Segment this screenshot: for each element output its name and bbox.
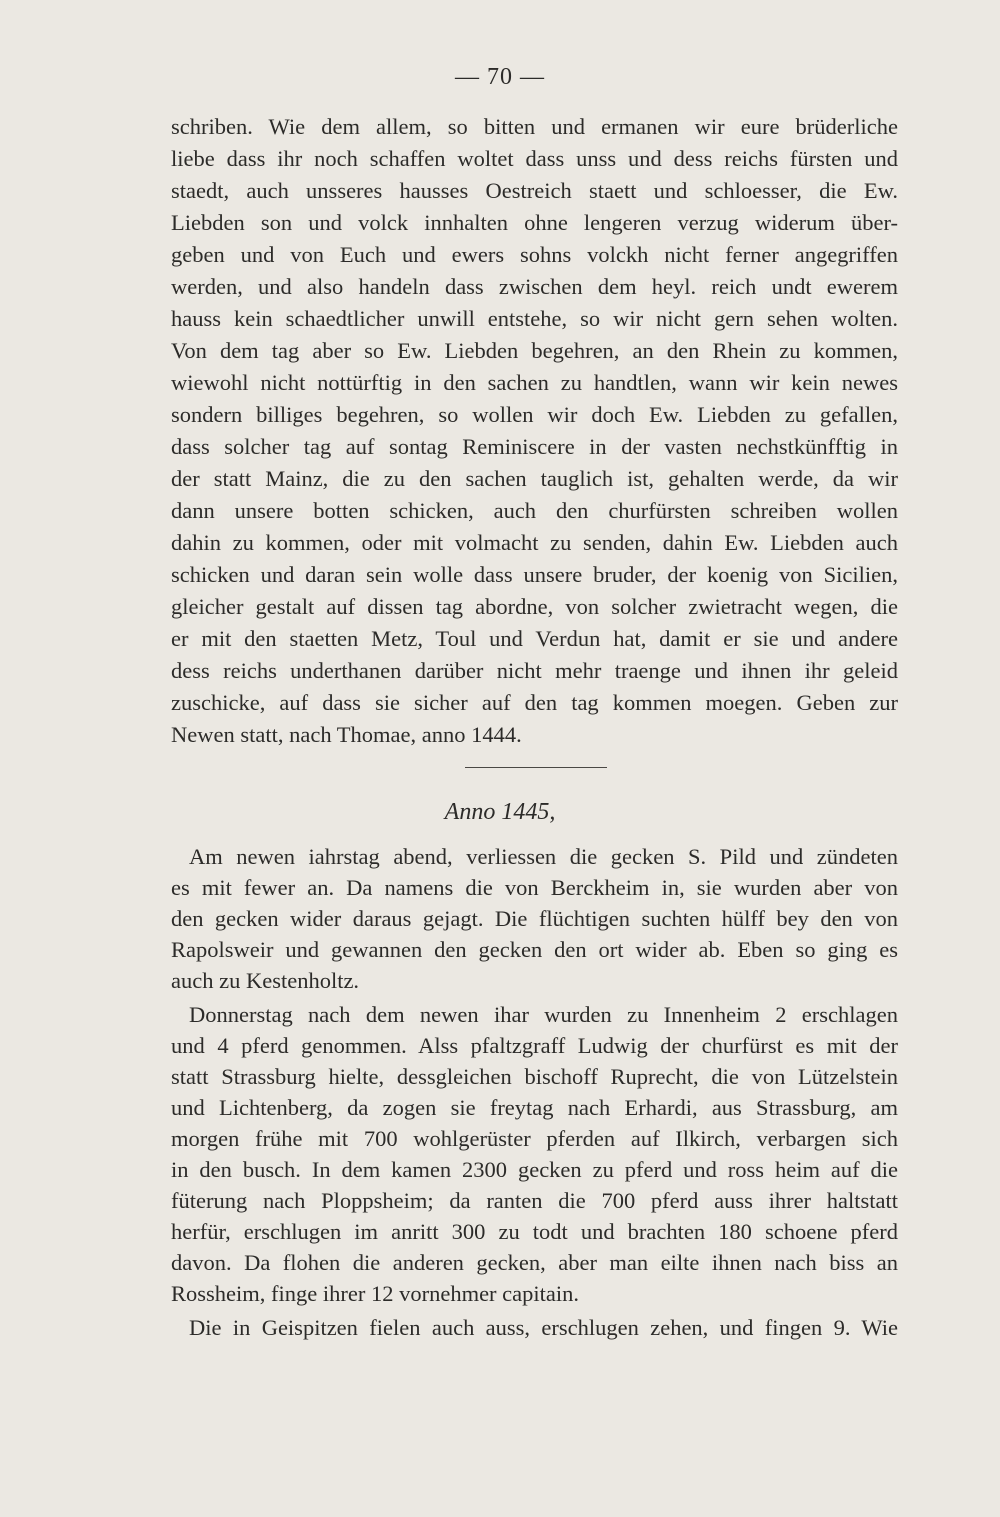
text-line: schriben. Wie dem allem, so bitten und ermanen wir eure brüderliche xyxy=(171,114,898,139)
text-line: morgen frühe mit 700 wohlgerüster pferden auf Ilkirch, verbargen sich xyxy=(171,1126,898,1151)
text-line: Die in Geispitzen fielen auch auss, erschlugen zehen, und fingen 9. Wie xyxy=(189,1315,898,1340)
text-line: Newen statt, nach Thomae, anno 1444. xyxy=(171,722,522,747)
text-line: werden, und also handeln dass zwischen dem heyl. reich undt ewerem xyxy=(171,274,898,299)
page-number: — 70 — xyxy=(455,64,545,90)
text-line: davon. Da flohen die anderen gecken, aber man eilte ihnen nach biss an xyxy=(171,1250,898,1275)
text-line: füterung nach Ploppsheim; da ranten die 700 pferd auss ihrer haltstatt xyxy=(171,1188,898,1213)
text-line: sondern billiges begehren, so wollen wir doch Ew. Liebden zu gefallen, xyxy=(171,402,898,427)
text-line: dahin zu kommen, oder mit volmacht zu senden, dahin Ew. Liebden auch xyxy=(171,530,898,555)
text-line: und Lichtenberg, da zogen sie freytag nach Erhardi, aus Strassburg, am xyxy=(171,1095,898,1120)
text-line: auch zu Kestenholtz. xyxy=(171,968,360,993)
text-line: den gecken wider daraus gejagt. Die flüchtigen suchten hülff bey den von xyxy=(171,906,898,931)
section-divider xyxy=(465,767,607,768)
text-line: statt Strassburg hielte, dessgleichen bischoff Ruprecht, die von Lützelstein xyxy=(171,1064,898,1089)
text-line: dass solcher tag auf sontag Reminiscere in der vasten nechstkünfftig in xyxy=(171,434,898,459)
text-line: Rossheim, finge ihrer 12 vornehmer capitain. xyxy=(171,1281,580,1306)
text-line: Donnerstag nach dem newen ihar wurden zu Innenheim 2 erschlagen xyxy=(189,1002,898,1027)
text-line: wiewohl nicht nottürftig in den sachen zu handtlen, wann wir kein newes xyxy=(171,370,898,395)
text-line: der statt Mainz, die zu den sachen tauglich ist, gehalten werde, da wir xyxy=(171,466,898,491)
text-line: herfür, erschlugen im anritt 300 zu todt und brachten 180 schoene pferd xyxy=(171,1219,898,1244)
text-line: dess reichs underthanen darüber nicht mehr traenge und ihnen ihr geleid xyxy=(171,658,898,683)
text-line: gleicher gestalt auf dissen tag abordne, von solcher zwietracht wegen, die xyxy=(171,594,898,619)
text-line: hauss kein schaedtlicher unwill entstehe, so wir nicht gern sehen wolten. xyxy=(171,306,898,331)
text-line: Rapolsweir und gewannen den gecken den ort wider ab. Eben so ging es xyxy=(171,937,898,962)
text-line: schicken und daran sein wolle dass unsere bruder, der koenig von Sicilien, xyxy=(171,562,898,587)
text-line: Am newen iahrstag abend, verliessen die gecken S. Pild und zündeten xyxy=(189,844,898,869)
text-line: in den busch. In dem kamen 2300 gecken zu pferd und ross heim auf die xyxy=(171,1157,898,1182)
text-line: und 4 pferd genommen. Alss pfaltzgraff Ludwig der churfürst es mit der xyxy=(171,1033,898,1058)
text-line: dann unsere botten schicken, auch den churfürsten schreiben wollen xyxy=(171,498,898,523)
text-line: liebe dass ihr noch schaffen woltet dass unss und dess reichs fürsten und xyxy=(171,146,898,171)
text-line: er mit den staetten Metz, Toul und Verdun hat, damit er sie und andere xyxy=(171,626,898,651)
text-line: Von dem tag aber so Ew. Liebden begehren, an den Rhein zu kommen, xyxy=(171,338,898,363)
text-line: Liebden son und volck innhalten ohne lengeren verzug widerum über- xyxy=(171,210,898,235)
text-line: geben und von Euch und ewers sohns volckh nicht ferner angegriffen xyxy=(171,242,898,267)
text-line: es mit fewer an. Da namens die von Berckheim in, sie wurden aber von xyxy=(171,875,898,900)
text-line: zuschicke, auf dass sie sicher auf den tag kommen moegen. Geben zur xyxy=(171,690,898,715)
section-heading: Anno 1445, xyxy=(444,799,556,825)
text-line: staedt, auch unsseres hausses Oestreich staett und schloesser, die Ew. xyxy=(171,178,898,203)
